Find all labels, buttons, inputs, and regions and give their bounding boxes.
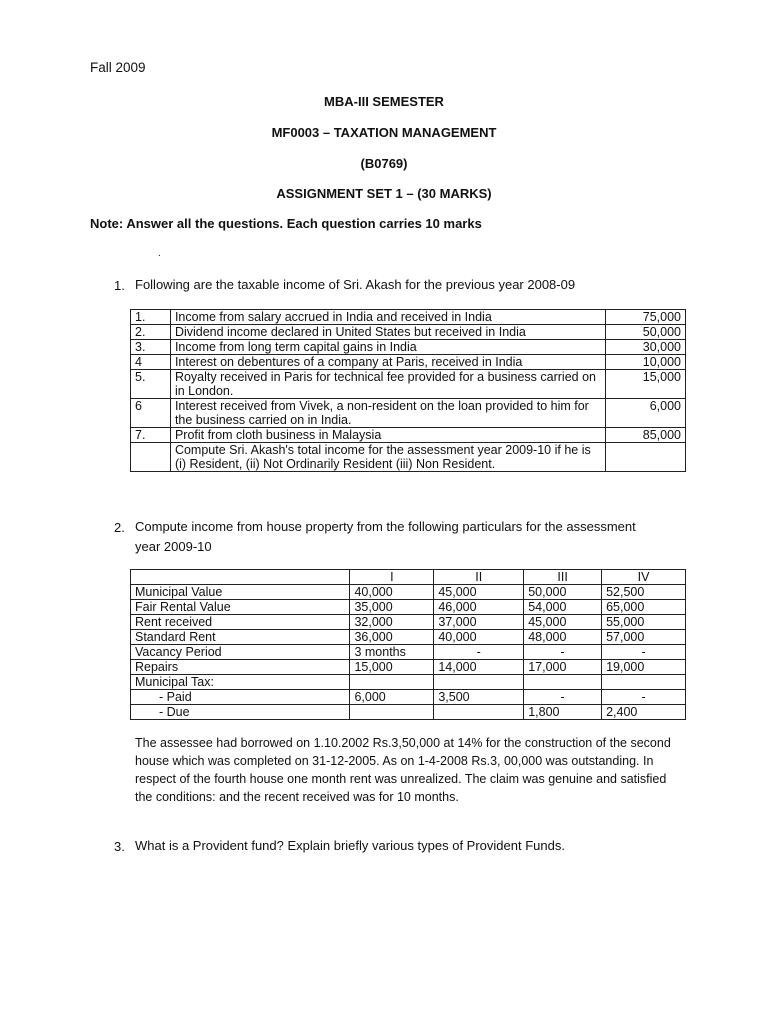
property-row (131, 615, 686, 630)
property-row (131, 660, 686, 675)
row-value: 15,000 (350, 660, 434, 675)
row-value: 36,000 (350, 630, 434, 645)
property-row (131, 675, 686, 690)
course-code: (B0769) (360, 156, 408, 171)
assignment-heading: ASSIGNMENT SET 1 – (30 MARKS) (276, 186, 492, 201)
row-label: Repairs (131, 660, 350, 675)
row-label: - Due (131, 705, 350, 720)
row-value (434, 675, 524, 690)
row-value: 46,000 (434, 600, 524, 615)
column-header: I (350, 570, 434, 585)
row-description: Royalty received in Paris for technical fee provided for a business carried on in London. (170, 370, 605, 399)
semester-heading: MBA-III SEMESTER (324, 94, 444, 109)
instructions-note: Note: Answer all the questions. Each question carries 10 marks (90, 216, 482, 231)
q2-paragraph: The assessee had borrowed on 1.10.2002 Rs.3,50,000 at 14% for the construction of the second house which was completed on 31-12-2005. As on 1-4-2008 Rs.3, 00,000 was outstanding. In respect of the fourth house one month rent was unrealized. The claim was genuine and satisfied the conditions: and the recent received was for 10 months. (135, 736, 671, 804)
income-row (131, 370, 686, 399)
row-number: 1. (131, 310, 171, 325)
row-amount: 6,000 (606, 399, 686, 428)
column-header: II (434, 570, 524, 585)
row-value: - (524, 645, 602, 660)
row-value: 50,000 (524, 585, 602, 600)
income-row (131, 443, 686, 472)
row-amount: 85,000 (606, 428, 686, 443)
course-heading: MF0003 – TAXATION MANAGEMENT (271, 125, 497, 140)
row-label: Municipal Value (131, 585, 350, 600)
row-value: 55,000 (602, 615, 686, 630)
row-amount: 75,000 (606, 310, 686, 325)
row-label: - Paid (131, 690, 350, 705)
q2-text-line2: year 2009-10 (135, 539, 212, 554)
row-value: - (434, 645, 524, 660)
column-header: III (524, 570, 602, 585)
row-description: Profit from cloth business in Malaysia (170, 428, 605, 443)
row-value: - (602, 645, 686, 660)
row-label: Municipal Tax: (131, 675, 350, 690)
row-number: 4 (131, 355, 171, 370)
property-row (131, 600, 686, 615)
property-row (131, 630, 686, 645)
property-row (131, 645, 686, 660)
row-value: 48,000 (524, 630, 602, 645)
property-row (131, 690, 686, 705)
row-value (434, 705, 524, 720)
table-header-row (131, 570, 686, 585)
property-row (131, 585, 686, 600)
q1-text: Following are the taxable income of Sri. Akash for the previous year 2008-09 (135, 277, 576, 292)
row-amount: 15,000 (606, 370, 686, 399)
income-table (130, 309, 686, 472)
row-value (602, 675, 686, 690)
row-description: Interest received from Vivek, a non-resident on the loan provided to him for the business carried on in India. (170, 399, 605, 428)
row-number: 3. (131, 340, 171, 355)
row-value: 19,000 (602, 660, 686, 675)
row-description: Income from salary accrued in India and received in India (170, 310, 605, 325)
row-value: 54,000 (524, 600, 602, 615)
row-number: 5. (131, 370, 171, 399)
income-row (131, 325, 686, 340)
row-number: 7. (131, 428, 171, 443)
row-value: - (524, 690, 602, 705)
row-label: Fair Rental Value (131, 600, 350, 615)
row-number: 6 (131, 399, 171, 428)
row-label: Vacancy Period (131, 645, 350, 660)
row-value: 57,000 (602, 630, 686, 645)
row-amount (606, 443, 686, 472)
row-value: 32,000 (350, 615, 434, 630)
row-value (350, 705, 434, 720)
row-value: 3 months (350, 645, 434, 660)
row-value: 14,000 (434, 660, 524, 675)
row-value: 2,400 (602, 705, 686, 720)
row-value: 65,000 (602, 600, 686, 615)
income-row (131, 428, 686, 443)
q3-text: What is a Provident fund? Explain briefly various types of Provident Funds. (135, 838, 565, 853)
row-value (350, 675, 434, 690)
row-value: 37,000 (434, 615, 524, 630)
income-row (131, 355, 686, 370)
row-value: 3,500 (434, 690, 524, 705)
column-header: IV (602, 570, 686, 585)
row-description: Dividend income declared in United States but received in India (170, 325, 605, 340)
row-amount: 10,000 (606, 355, 686, 370)
stray-dot: . (158, 248, 161, 259)
row-value: 40,000 (350, 585, 434, 600)
row-number: 2. (131, 325, 171, 340)
row-description: Income from long term capital gains in India (170, 340, 605, 355)
income-row (131, 310, 686, 325)
row-number (131, 443, 171, 472)
house-property-table (130, 569, 686, 720)
row-value: 45,000 (434, 585, 524, 600)
row-value: 52,500 (602, 585, 686, 600)
term-label: Fall 2009 (90, 60, 146, 75)
row-label: Standard Rent (131, 630, 350, 645)
q2-number: 2. (114, 520, 125, 535)
row-value: 1,800 (524, 705, 602, 720)
row-value: 6,000 (350, 690, 434, 705)
column-header (131, 570, 350, 585)
income-row (131, 399, 686, 428)
row-description: Compute Sri. Akash's total income for the assessment year 2009-10 if he is (i) Resident, (ii) Not Ordinarily Resident (iii) Non Resident. (170, 443, 605, 472)
property-row (131, 705, 686, 720)
q1-number: 1. (114, 278, 125, 293)
row-value: 17,000 (524, 660, 602, 675)
row-value: 45,000 (524, 615, 602, 630)
row-amount: 50,000 (606, 325, 686, 340)
q3-number: 3. (114, 839, 125, 854)
row-value (524, 675, 602, 690)
row-value: - (602, 690, 686, 705)
row-amount: 30,000 (606, 340, 686, 355)
income-row (131, 340, 686, 355)
q2-text-line1: Compute income from house property from the following particulars for the assessment (135, 519, 636, 534)
row-label: Rent received (131, 615, 350, 630)
row-value: 35,000 (350, 600, 434, 615)
row-value: 40,000 (434, 630, 524, 645)
row-description: Interest on debentures of a company at Paris, received in India (170, 355, 605, 370)
